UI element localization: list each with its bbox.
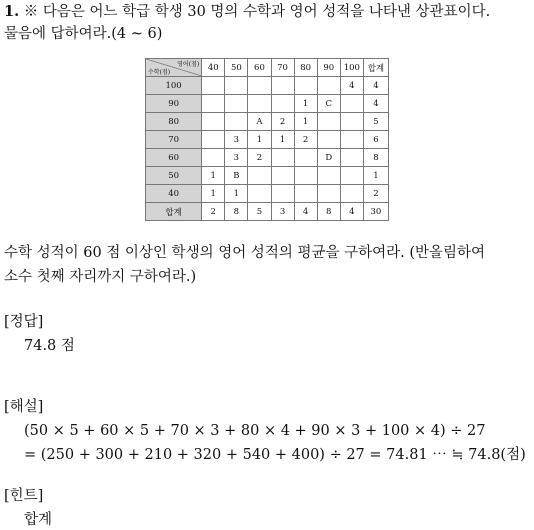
- row-total-cell: 5: [363, 113, 388, 131]
- table-cell: 5: [248, 203, 271, 221]
- table-row: [146, 167, 389, 185]
- table-row: [146, 185, 389, 203]
- table-cell: 3: [225, 131, 248, 149]
- table-cell: [294, 77, 317, 95]
- table-cell: C: [317, 95, 340, 113]
- answer-value: 74.8 점: [24, 338, 75, 354]
- table-cell: [202, 77, 225, 95]
- row-total-cell: 6: [363, 131, 388, 149]
- table-cell: 4: [294, 203, 317, 221]
- table-cell: [248, 167, 271, 185]
- answer-label: [정답]: [4, 314, 44, 330]
- table-cell: [248, 185, 271, 203]
- row-header: 50: [146, 167, 202, 185]
- table-row: [146, 149, 389, 167]
- table-cell: 2: [294, 131, 317, 149]
- table-cell: [317, 131, 340, 149]
- table-cell: [202, 95, 225, 113]
- table-cell: [340, 113, 363, 131]
- table-cell: [317, 167, 340, 185]
- table-cell: 8: [225, 203, 248, 221]
- table-cell: [317, 77, 340, 95]
- table-cell: 3: [225, 149, 248, 167]
- col-header: 90: [317, 59, 340, 77]
- table-cell: 1: [202, 185, 225, 203]
- col-header: 70: [271, 59, 294, 77]
- table-cell: [202, 113, 225, 131]
- table-cell: [340, 167, 363, 185]
- col-header: 80: [294, 59, 317, 77]
- problem-text-line2: 물음에 답하여라.(4 ~ 6): [4, 26, 163, 42]
- table-cell: [271, 167, 294, 185]
- table-cell: [294, 167, 317, 185]
- table-cell: [248, 95, 271, 113]
- table-cell: 2: [202, 203, 225, 221]
- table-cell: [225, 95, 248, 113]
- col-header: 60: [248, 59, 271, 77]
- col-header: 100: [340, 59, 363, 77]
- problem-text-line1: ※ 다음은 어느 학급 학생 30 명의 수학과 영어 성적을 나타낸 상관표이다.: [23, 4, 491, 20]
- table-cell: [271, 185, 294, 203]
- table-cell: [317, 185, 340, 203]
- table-row: [146, 113, 389, 131]
- row-header: 100: [146, 77, 202, 95]
- table-cell: 2: [271, 113, 294, 131]
- table-cell: 3: [271, 203, 294, 221]
- row-total-cell: 1: [363, 167, 388, 185]
- row-header: 40: [146, 185, 202, 203]
- table-cell: [225, 113, 248, 131]
- table-cell: 1: [248, 131, 271, 149]
- table-cell: 4: [340, 203, 363, 221]
- solution-line2: = (250 + 300 + 210 + 320 + 540 + 400) ÷ 27 = 74.81 ⋯ ≒ 74.8(점): [24, 447, 526, 463]
- table-cell: [340, 185, 363, 203]
- total-row-label: 합계: [146, 203, 202, 221]
- table-row: [146, 95, 389, 113]
- table-cell: 8: [317, 203, 340, 221]
- table-cell: [340, 149, 363, 167]
- table-cell: [225, 77, 248, 95]
- table-cell: [271, 95, 294, 113]
- table-cell: [248, 77, 271, 95]
- col-header: 40: [202, 59, 225, 77]
- row-header: 80: [146, 113, 202, 131]
- table-row: [146, 131, 389, 149]
- table-corner-cell: [146, 59, 202, 77]
- table-total-row: [146, 203, 389, 221]
- table-cell: 1: [271, 131, 294, 149]
- table-cell: B: [225, 167, 248, 185]
- hint-label: [힌트]: [4, 488, 44, 504]
- table-cell: A: [248, 113, 271, 131]
- hint-value: 합계: [24, 512, 53, 528]
- question-line2: 소수 첫째 자리까지 구하여라.): [4, 269, 197, 285]
- question-line1: 수학 성적이 60 점 이상인 학생의 영어 성적의 평균을 구하여라. (반올림하여: [4, 245, 486, 261]
- row-header: 60: [146, 149, 202, 167]
- table-cell: [294, 185, 317, 203]
- row-total-cell: 2: [363, 185, 388, 203]
- table-cell: [202, 149, 225, 167]
- problem-number: 1.: [4, 3, 20, 20]
- table-cell: [294, 149, 317, 167]
- corner-math-label: 수학(점): [148, 69, 171, 76]
- corner-english-label: 영어(점): [177, 61, 200, 68]
- row-total-cell: 8: [363, 149, 388, 167]
- problem-header: [4, 2, 490, 22]
- correlation-table: [145, 58, 389, 221]
- col-header-total: 합계: [363, 59, 388, 77]
- row-total-cell: 4: [363, 77, 388, 95]
- table-row: [146, 77, 389, 95]
- row-header: 70: [146, 131, 202, 149]
- grand-total-cell: 30: [363, 203, 388, 221]
- table-cell: 1: [202, 167, 225, 185]
- table-cell: [340, 95, 363, 113]
- table-cell: [202, 131, 225, 149]
- table-cell: [340, 131, 363, 149]
- table-cell: [271, 77, 294, 95]
- solution-line1: (50 × 5 + 60 × 5 + 70 × 3 + 80 × 4 + 90 × 3 + 100 × 4) ÷ 27: [24, 423, 486, 439]
- row-header: 90: [146, 95, 202, 113]
- row-total-cell: 4: [363, 95, 388, 113]
- table-cell: 1: [294, 95, 317, 113]
- table-cell: 1: [294, 113, 317, 131]
- table-cell: 2: [248, 149, 271, 167]
- table-cell: 1: [225, 185, 248, 203]
- table-cell: [271, 149, 294, 167]
- col-header: 50: [225, 59, 248, 77]
- table-cell: D: [317, 149, 340, 167]
- table-header-row: [146, 59, 389, 77]
- table-cell: [317, 113, 340, 131]
- solution-label: [해설]: [4, 399, 44, 415]
- table-cell: 4: [340, 77, 363, 95]
